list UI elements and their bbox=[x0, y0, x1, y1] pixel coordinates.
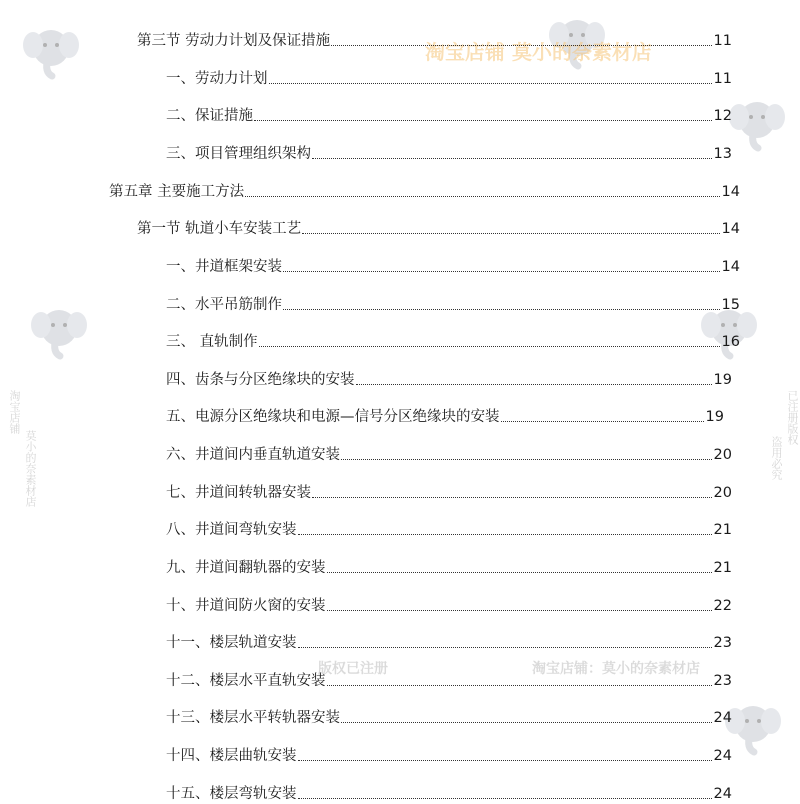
toc-page-number: 24 bbox=[713, 786, 732, 802]
toc-entry-title: 八、井道间弯轨安装 bbox=[166, 522, 297, 538]
toc-entry-title: 十一、楼层轨道安装 bbox=[166, 635, 297, 651]
watermark-shop-banner: 淘宝店铺 莫小的奈素材店 bbox=[425, 40, 652, 64]
toc-entry[interactable] bbox=[166, 744, 732, 766]
toc-page-number: 23 bbox=[713, 635, 732, 651]
dot-leader bbox=[298, 534, 712, 535]
toc-entry[interactable] bbox=[166, 255, 740, 277]
toc-entry-title: 三、 直轨制作 bbox=[166, 334, 258, 350]
dot-leader bbox=[501, 421, 704, 422]
watermark-right-vertical-2: 盗用必究 bbox=[770, 436, 783, 480]
toc-page-number: 15 bbox=[721, 297, 740, 313]
toc-entry-title: 第三节 劳动力计划及保证措施 bbox=[137, 33, 331, 49]
dot-leader bbox=[283, 309, 720, 310]
toc-page-number: 19 bbox=[705, 409, 724, 425]
toc-page-number: 11 bbox=[713, 33, 732, 49]
toc-entry-title: 四、齿条与分区绝缘块的安装 bbox=[166, 372, 355, 388]
toc-entry-title: 六、井道间内垂直轨道安装 bbox=[166, 447, 340, 463]
dot-leader bbox=[302, 233, 719, 234]
toc-entry[interactable] bbox=[166, 142, 732, 164]
dot-leader bbox=[327, 685, 712, 686]
toc-page-number: 21 bbox=[713, 522, 732, 538]
toc-entry[interactable] bbox=[166, 67, 732, 89]
toc-entry-title: 十四、楼层曲轨安装 bbox=[166, 748, 297, 764]
toc-entry[interactable] bbox=[166, 405, 724, 427]
toc-page-number: 14 bbox=[721, 221, 740, 237]
dot-leader bbox=[327, 572, 712, 573]
toc-entry[interactable] bbox=[137, 217, 740, 239]
toc-entry[interactable] bbox=[109, 180, 740, 202]
toc-entry[interactable] bbox=[166, 368, 732, 390]
toc-entry[interactable] bbox=[166, 782, 732, 804]
toc-page-number: 12 bbox=[713, 108, 732, 124]
toc-entry-title: 二、保证措施 bbox=[166, 108, 253, 124]
dot-leader bbox=[254, 120, 712, 121]
toc-entry[interactable] bbox=[166, 104, 732, 126]
toc-entry-title: 第一节 轨道小车安装工艺 bbox=[137, 221, 302, 237]
toc-entry-title: 七、井道间转轨器安装 bbox=[166, 485, 311, 501]
toc-page-number: 16 bbox=[721, 334, 740, 350]
watermark-copyright: 版权已注册 bbox=[318, 661, 388, 677]
dot-leader bbox=[331, 45, 711, 46]
toc-entry-title: 五、电源分区绝缘块和电源—信号分区绝缘块的安装 bbox=[166, 409, 500, 425]
toc-page-number: 21 bbox=[713, 560, 732, 576]
dot-leader bbox=[356, 384, 712, 385]
toc-page-number: 24 bbox=[713, 748, 732, 764]
watermark-left-vertical-2: 莫小的奈素材店 bbox=[24, 430, 37, 507]
toc-entry[interactable] bbox=[166, 293, 740, 315]
toc-page-number: 19 bbox=[713, 372, 732, 388]
toc-entry-title: 十二、楼层水平直轨安装 bbox=[166, 673, 326, 689]
watermark-left-vertical-1: 淘宝店铺 bbox=[8, 390, 21, 434]
toc-entry[interactable] bbox=[166, 594, 732, 616]
toc-page-number: 20 bbox=[713, 485, 732, 501]
toc-page-number: 20 bbox=[713, 447, 732, 463]
toc-entry-title: 第五章 主要施工方法 bbox=[109, 184, 245, 200]
watermark-right-vertical-1: 已注册版权 bbox=[786, 390, 799, 445]
toc-entry[interactable] bbox=[166, 481, 732, 503]
toc-page-number: 22 bbox=[713, 598, 732, 614]
dot-leader bbox=[298, 760, 712, 761]
toc-entry[interactable] bbox=[166, 556, 732, 578]
toc-page-number: 23 bbox=[713, 673, 732, 689]
toc-entry[interactable] bbox=[137, 29, 732, 51]
toc-entry-title: 九、井道间翻轨器的安装 bbox=[166, 560, 326, 576]
toc-entry[interactable] bbox=[166, 518, 732, 540]
toc-entry[interactable] bbox=[166, 443, 732, 465]
toc-page-number: 11 bbox=[713, 71, 732, 87]
toc-entry-title: 十、井道间防火窗的安装 bbox=[166, 598, 326, 614]
dot-leader bbox=[312, 497, 712, 498]
toc-entry-title: 一、井道框架安装 bbox=[166, 259, 282, 275]
toc-page-number: 14 bbox=[721, 184, 740, 200]
toc-page-number: 24 bbox=[713, 710, 732, 726]
dot-leader bbox=[245, 196, 719, 197]
dot-leader bbox=[298, 647, 712, 648]
toc-entry-title: 十五、楼层弯轨安装 bbox=[166, 786, 297, 802]
toc-entry-title: 二、水平吊筋制作 bbox=[166, 297, 282, 313]
toc-entry-title: 十三、楼层水平转轨器安装 bbox=[166, 710, 340, 726]
toc-entry[interactable] bbox=[166, 631, 732, 653]
toc-entry-title: 三、项目管理组织架构 bbox=[166, 146, 311, 162]
dot-leader bbox=[327, 610, 712, 611]
toc-entry-title: 一、劳动力计划 bbox=[166, 71, 268, 87]
toc-entry[interactable] bbox=[166, 669, 732, 691]
dot-leader bbox=[341, 459, 712, 460]
dot-leader bbox=[312, 158, 712, 159]
dot-leader bbox=[298, 798, 712, 799]
dot-leader bbox=[341, 722, 712, 723]
toc-page-number: 14 bbox=[721, 259, 740, 275]
watermark-shop-footer: 淘宝店铺：莫小的奈素材店 bbox=[532, 661, 700, 677]
dot-leader bbox=[259, 346, 720, 347]
toc-entry[interactable] bbox=[166, 706, 732, 728]
toc-entry[interactable] bbox=[166, 330, 740, 352]
dot-leader bbox=[269, 83, 712, 84]
toc-page-number: 13 bbox=[713, 146, 732, 162]
dot-leader bbox=[283, 271, 720, 272]
